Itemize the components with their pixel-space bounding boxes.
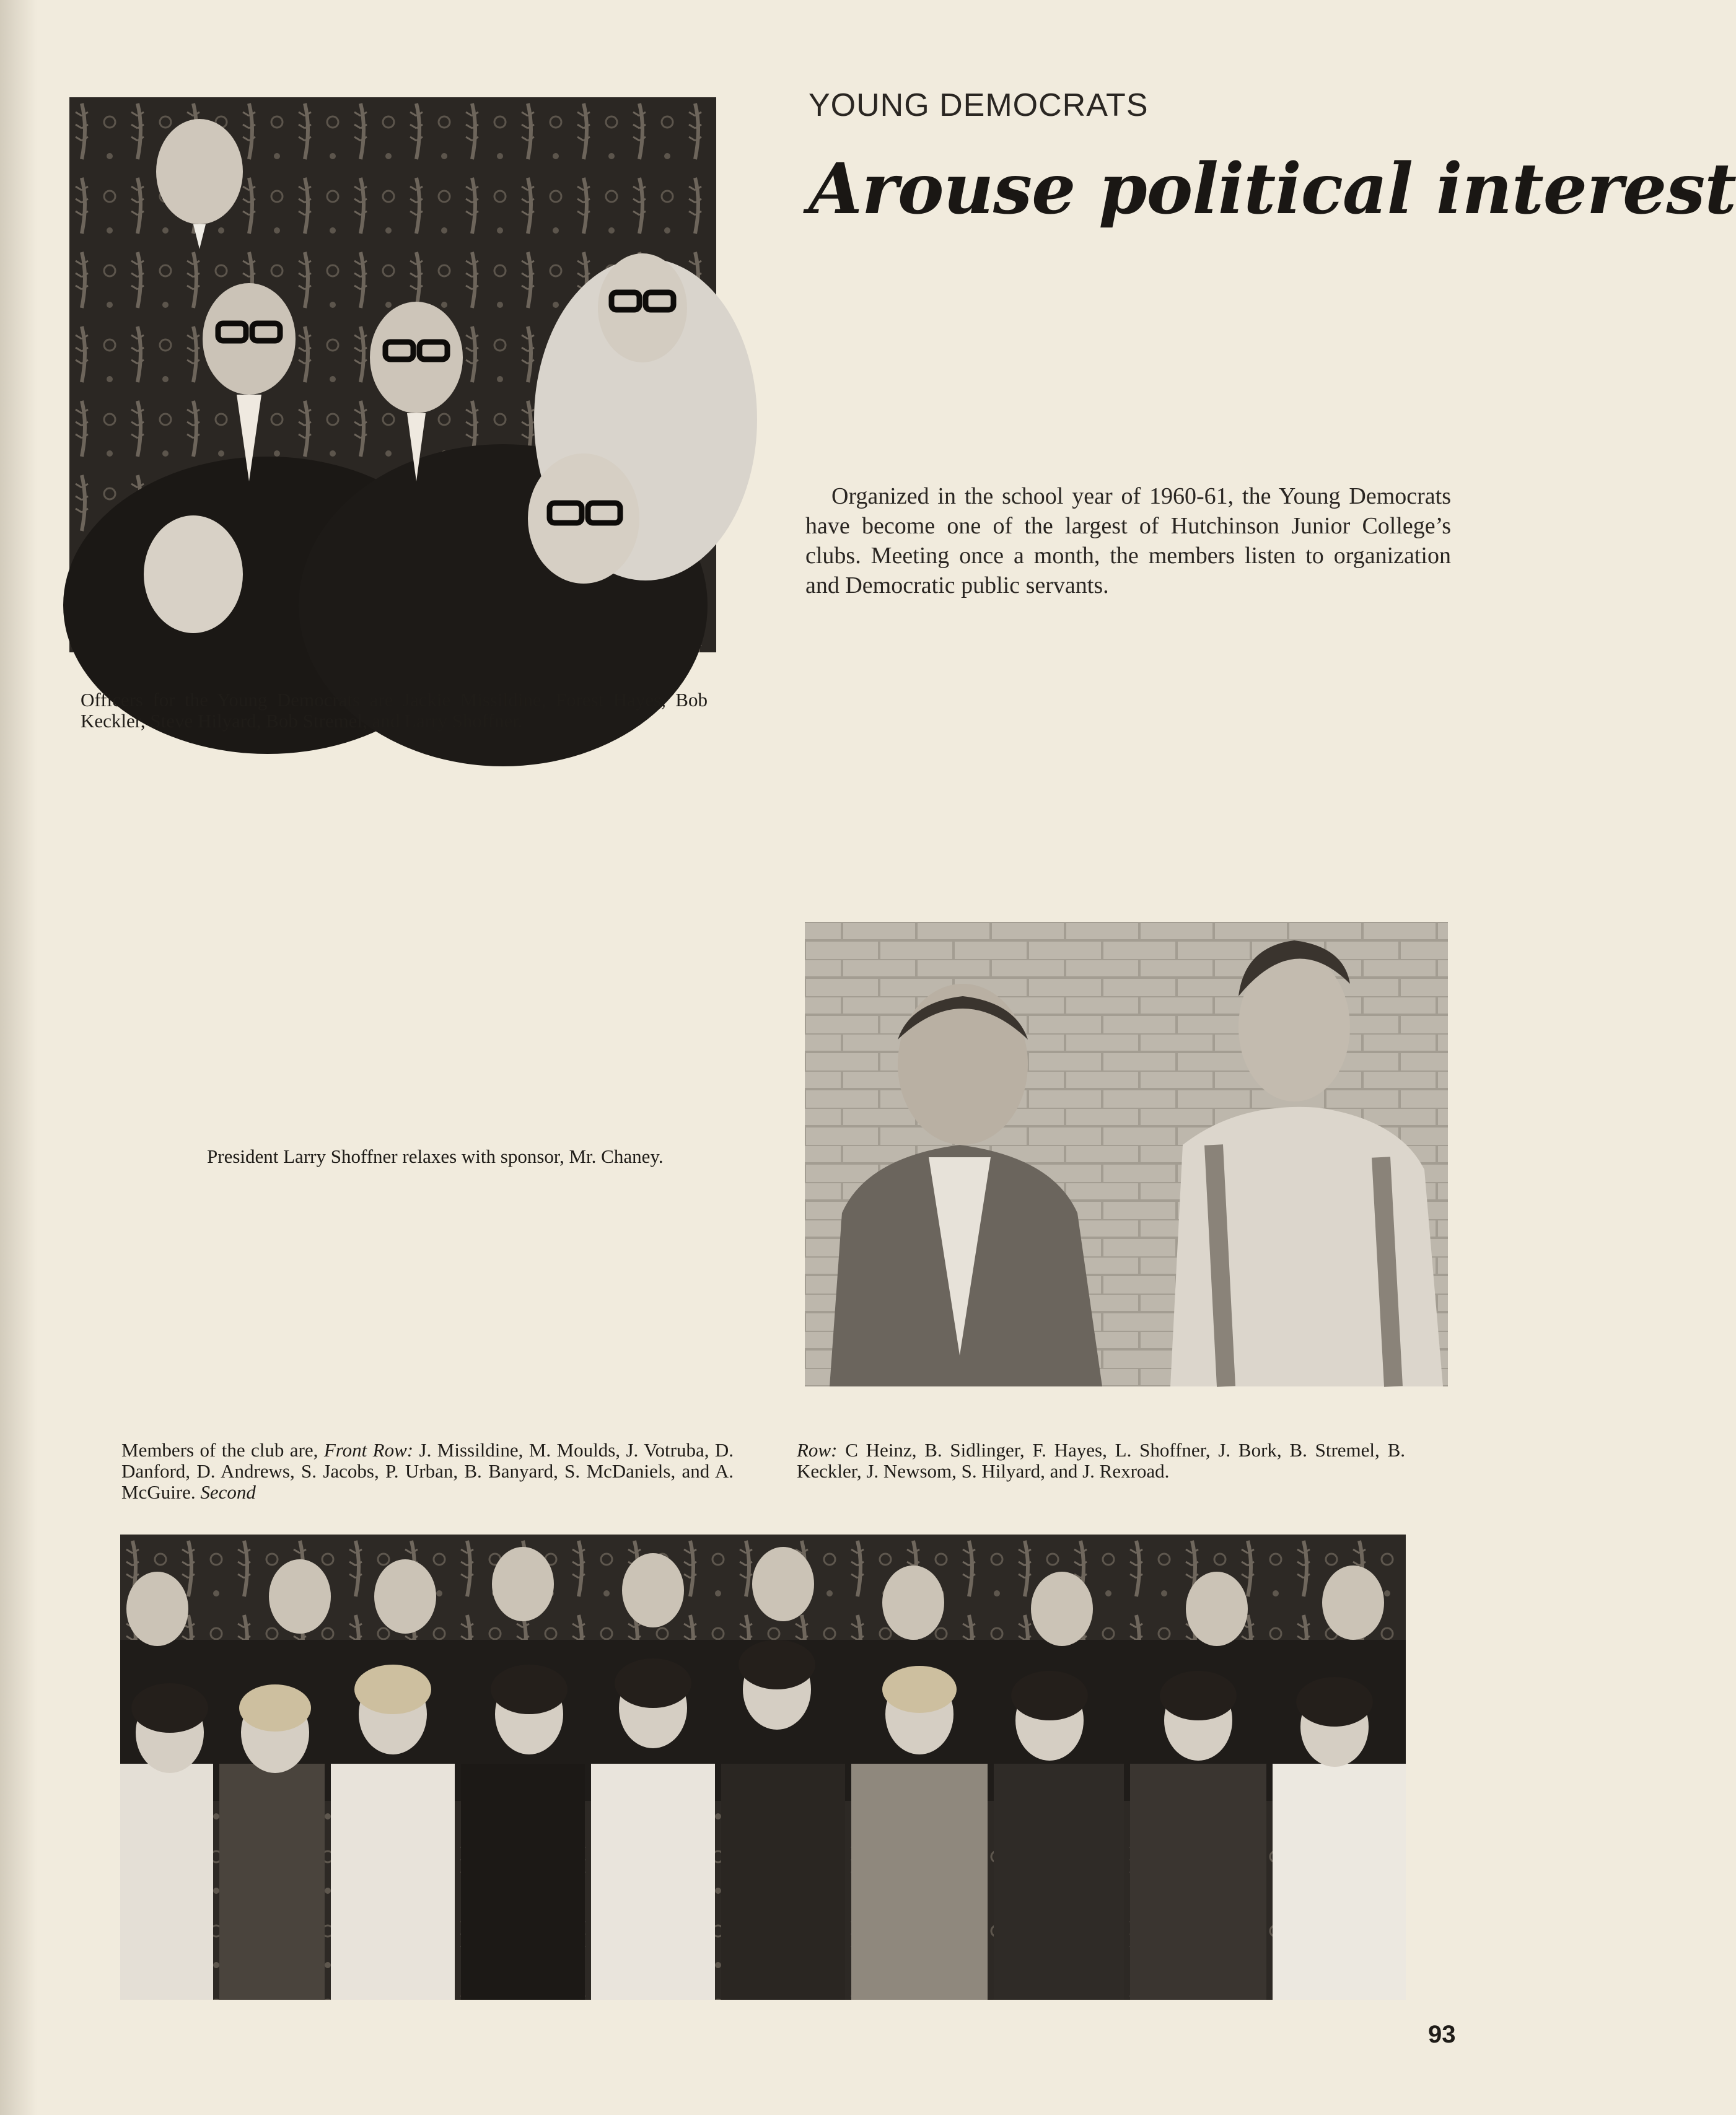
members-caption-lead: Members of the club are,	[121, 1439, 318, 1461]
president-caption: President Larry Shoffner relaxes with sponsor, Mr. Chaney.	[207, 1145, 664, 1167]
front-row-label: Front Row:	[323, 1439, 414, 1461]
president-sponsor-photo	[805, 922, 1448, 1386]
page-binding-shadow	[0, 0, 37, 2115]
officers-group-photo	[69, 97, 716, 652]
members-photo-illustration	[120, 1535, 1406, 2000]
members-group-photo	[120, 1535, 1406, 2000]
second-row-label-start: Second	[200, 1481, 256, 1503]
page-number: 93	[1428, 2021, 1456, 2048]
officers-photo-illustration	[69, 97, 716, 652]
president-photo-illustration	[805, 922, 1448, 1386]
headline: Arouse political interest	[809, 149, 1736, 230]
second-row-label-end: Row:	[797, 1439, 838, 1461]
officers-caption: Officers for the Young Democrats are Jackie Missildine, Forest Hayes, Bob Keckler, Steve Hilyard, Bob Stremel, and Larry Shoffner.	[81, 689, 708, 732]
front-row-names: J. Missildine, M. Moulds, J. Votruba, D. Danford, D. Andrews, S. Jacobs, P. Urban, B. Banyard, S. McDaniels, and A. McGuire.	[121, 1439, 734, 1503]
members-caption-left	[121, 1440, 734, 1503]
intro-paragraph: Organized in the school year of 1960-61, the Young Democrats have become one of the largest of Hutchinson Junior College’s clubs. Meeting once a month, the members listen to organization and Democratic public servants.	[805, 483, 1451, 598]
section-title: YOUNG DEMOCRATS	[809, 87, 1149, 123]
members-caption-right	[797, 1440, 1405, 1482]
second-row-names: C Heinz, B. Sidlinger, F. Hayes, L. Shoffner, J. Bork, B. Stremel, B. Keckler, J. Newsom, S. Hilyard, and J. Rexroad.	[797, 1439, 1405, 1482]
